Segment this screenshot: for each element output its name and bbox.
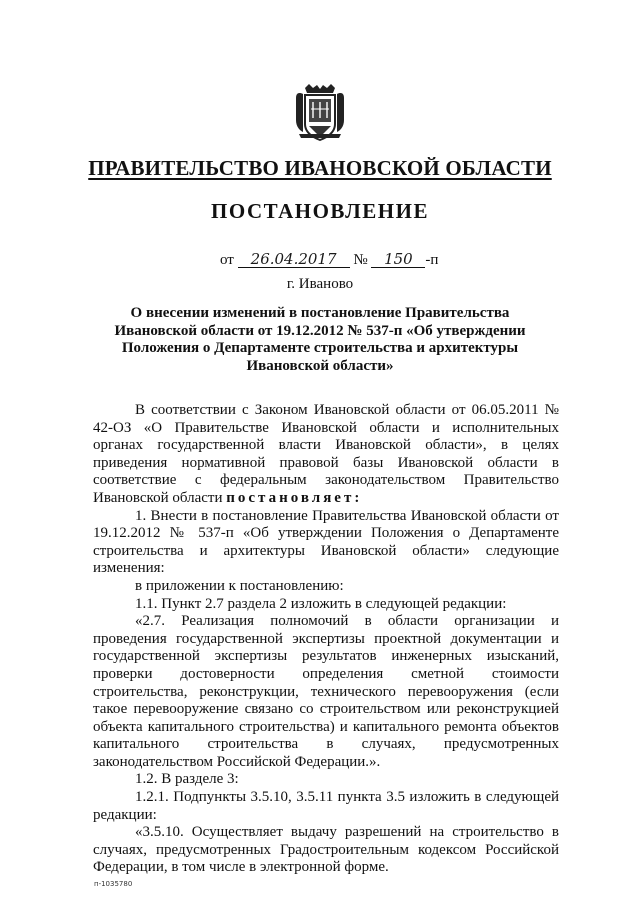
- document-code: п-1035780: [94, 880, 133, 888]
- coat-of-arms-icon: [293, 84, 347, 142]
- from-label: от: [220, 252, 234, 268]
- body-paragraph: 1.1. Пункт 2.7 раздела 2 изложить в следующей редакции:: [135, 595, 507, 612]
- body-paragraph: 1.2.1. Подпункты 3.5.10, 3.5.11 пункта 3.5 изложить в следующей редакции:: [93, 789, 559, 823]
- government-title: ПРАВИТЕЛЬСТВО ИВАНОВСКОЙ ОБЛАСТИ: [88, 156, 552, 180]
- body-paragraph: 1. Внести в постановление Правительства Ивановской области от 19.12.2012 № 537-п «Об утверждении Положения о Департаменте строительства и архитектуры Ивановской области» следующие изменения:: [93, 507, 559, 577]
- document-body: [93, 402, 559, 877]
- body-paragraph: «3.5.10. Осуществляет выдачу разрешений на строительство в случаях, предусмотренных Градостроительным кодексом Российской Федерации, в том числе в электронной форме.: [93, 824, 559, 876]
- body-paragraph: в приложении к постановлению:: [135, 577, 344, 594]
- city: г. Иваново: [286, 276, 354, 292]
- date-number-line: [220, 252, 438, 269]
- body-paragraph: 1.2. В разделе 3:: [135, 771, 239, 788]
- body-paragraph: «2.7. Реализация полномочий в области организации и проведения государственной экспертизы проектной документации и государственной экспертизы результатов инженерных изысканий, проверки достоверности определения сметной стоимости строительства, реконструкции, технического перевооружения (если такое перевооружение связано со строительством или реконструкцией объекта капитального строительства) и капитального ремонта объектов капитального строительства в случаях, предусмотренных законодательством Российской Федерации.».: [93, 613, 559, 770]
- subject-line: Положения о Департаменте строительства и архитектуры: [121, 340, 519, 356]
- preamble-paragraph: В соответствии с Законом Ивановской области от 06.05.2011 № 42-ОЗ «О Правительстве Ивановской области и исполнительных органах государственной власти Ивановской области», в целях приведения нормативной правовой базы Ивановской области в соответствие с федеральным законодательством Правительство Ивановской области постановляет:: [93, 402, 559, 506]
- document-type: ПОСТАНОВЛЕНИЕ: [211, 199, 429, 223]
- handwritten-date: 26.04.2017: [238, 252, 350, 268]
- subject-line: О внесении изменений в постановление Правительства: [130, 305, 510, 321]
- subject-line: Ивановской области от 19.12.2012 № 537-п «Об утверждении: [114, 322, 526, 339]
- handwritten-number: 150: [371, 252, 425, 268]
- document-subject: [100, 305, 540, 375]
- resolves-word: постановляет:: [226, 489, 363, 506]
- subject-line: Ивановской области»: [246, 357, 394, 374]
- number-label: №: [353, 252, 368, 268]
- number-suffix: -п: [425, 252, 439, 268]
